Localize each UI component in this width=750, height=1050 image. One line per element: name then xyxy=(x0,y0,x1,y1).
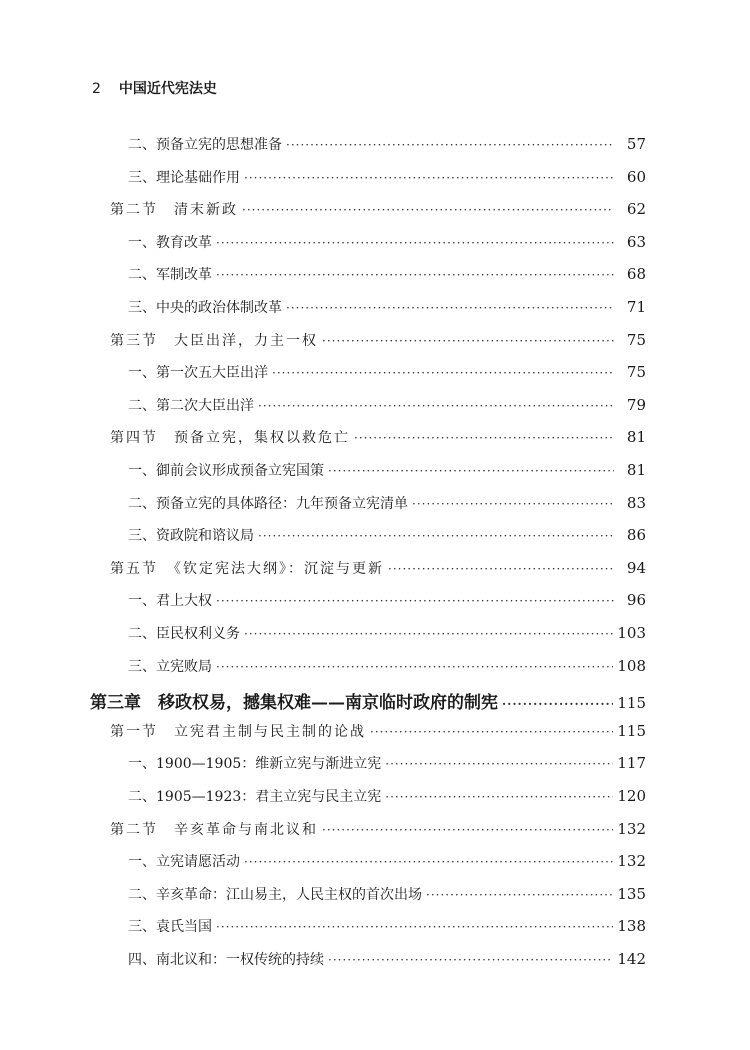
toc-entry-page-number: 142 xyxy=(617,950,646,968)
toc-entry-page-number: 75 xyxy=(626,363,646,381)
dot-leader xyxy=(216,268,614,282)
toc-entry-item xyxy=(128,264,646,286)
page-header xyxy=(92,78,217,98)
dot-leader xyxy=(328,464,614,478)
toc-entry-page-number: 68 xyxy=(626,265,646,283)
toc-entry-title: 三、袁氏当国 xyxy=(128,919,212,935)
dot-leader xyxy=(322,823,613,837)
toc-entry-page-number: 135 xyxy=(617,885,646,903)
toc-entry-item xyxy=(128,851,646,873)
page-number: 2 xyxy=(92,81,101,97)
toc-entry-item xyxy=(128,395,646,417)
toc-entry-page-number: 120 xyxy=(617,787,646,805)
toc-entry-title: 一、立宪请愿活动 xyxy=(128,854,240,870)
toc-entry-page-number: 81 xyxy=(626,461,646,479)
toc-entry-page-number: 63 xyxy=(626,233,646,251)
toc-entry-page-number: 108 xyxy=(617,657,646,675)
dot-leader xyxy=(370,725,613,739)
dot-leader xyxy=(216,660,613,674)
toc-entry-section xyxy=(110,330,646,352)
dot-leader xyxy=(286,138,614,152)
toc-entry-page-number: 138 xyxy=(617,917,646,935)
dot-leader xyxy=(385,790,613,804)
toc-entry-section xyxy=(110,427,646,449)
dot-leader xyxy=(502,697,613,711)
toc-entry-title: 三、资政院和谘议局 xyxy=(128,528,254,544)
dot-leader xyxy=(258,399,614,413)
toc-entry-item xyxy=(128,656,646,678)
toc-entry-chapter xyxy=(90,688,646,713)
toc-entry-page-number: 62 xyxy=(626,200,646,218)
toc-entry-page-number: 115 xyxy=(617,722,646,740)
toc-entry-section xyxy=(110,199,646,221)
toc-entry-item xyxy=(128,753,646,775)
toc-entry-title: 二、1905—1923：君主立宪与民主立宪 xyxy=(128,789,382,805)
toc-entry-title: 三、中央的政治体制改革 xyxy=(128,300,282,316)
toc-entry-title: 第四节 预备立宪，集权以救危亡 xyxy=(110,430,350,446)
book-title: 中国近代宪法史 xyxy=(118,81,217,97)
toc-entry-page-number: 103 xyxy=(617,624,646,642)
toc-entry-item xyxy=(128,949,646,971)
toc-entry-title: 二、预备立宪的思想准备 xyxy=(128,137,282,153)
toc-entry-page-number: 96 xyxy=(626,591,646,609)
toc-entry-item xyxy=(128,362,646,384)
toc-entry-item xyxy=(128,590,646,612)
dot-leader xyxy=(242,203,614,217)
dot-leader xyxy=(216,920,613,934)
toc-entry-item xyxy=(128,134,646,156)
toc-entry-page-number: 81 xyxy=(626,428,646,446)
toc-entry-title: 一、1900—1905：维新立宪与渐进立宪 xyxy=(128,756,382,772)
dot-leader xyxy=(328,953,613,967)
dot-leader xyxy=(426,888,613,902)
toc-entry-page-number: 94 xyxy=(626,559,646,577)
dot-leader xyxy=(385,757,613,771)
toc-entry-page-number: 79 xyxy=(626,396,646,414)
toc-entry-title: 第二节 辛亥革命与南北议和 xyxy=(110,822,318,838)
dot-leader xyxy=(272,366,614,380)
toc-entry-item xyxy=(128,493,646,515)
toc-entry-item xyxy=(128,916,646,938)
dot-leader xyxy=(412,497,614,511)
toc-entry-title: 二、军制改革 xyxy=(128,267,212,283)
toc-entry-title: 第二节 清末新政 xyxy=(110,202,238,218)
toc-entry-item xyxy=(128,297,646,319)
toc-entry-page-number: 115 xyxy=(617,694,646,712)
dot-leader xyxy=(258,529,614,543)
toc-entry-title: 第五节 《钦定宪法大纲》：沉淀与更新 xyxy=(110,561,384,577)
toc-entry-title: 第三章 移政权易，撼集权难——南京临时政府的制宪 xyxy=(90,693,498,713)
dot-leader xyxy=(322,334,614,348)
dot-leader xyxy=(388,562,614,576)
toc-entry-item xyxy=(128,786,646,808)
toc-entry-title: 一、教育改革 xyxy=(128,235,212,251)
toc-entry-title: 二、第二次大臣出洋 xyxy=(128,398,254,414)
dot-leader xyxy=(244,855,613,869)
dot-leader xyxy=(244,627,613,641)
toc-entry-page-number: 60 xyxy=(626,168,646,186)
toc-entry-title: 二、臣民权利义务 xyxy=(128,626,240,642)
toc-entry-item xyxy=(128,167,646,189)
toc-entry-title: 四、南北议和：一权传统的持续 xyxy=(128,952,324,968)
toc-entry-item xyxy=(128,623,646,645)
toc-entry-title: 一、御前会议形成预备立宪国策 xyxy=(128,463,324,479)
toc-entry-title: 第三节 大臣出洋，力主一权 xyxy=(110,333,318,349)
toc-entry-page-number: 57 xyxy=(626,135,646,153)
toc-entry-page-number: 75 xyxy=(626,331,646,349)
toc-entry-page-number: 83 xyxy=(626,494,646,512)
toc-entry-title: 三、理论基础作用 xyxy=(128,170,240,186)
toc-entry-title: 一、第一次五大臣出洋 xyxy=(128,365,268,381)
toc-entry-section xyxy=(110,558,646,580)
toc-entry-title: 一、君上大权 xyxy=(128,593,212,609)
toc-entry-item xyxy=(128,232,646,254)
toc-entry-page-number: 86 xyxy=(626,526,646,544)
toc-entry-title: 二、辛亥革命：江山易主，人民主权的首次出场 xyxy=(128,887,422,903)
toc-entry-section xyxy=(110,721,646,743)
toc-entry-page-number: 132 xyxy=(617,820,646,838)
dot-leader xyxy=(216,594,614,608)
toc-entry-title: 第一节 立宪君主制与民主制的论战 xyxy=(110,724,366,740)
toc-entry-page-number: 132 xyxy=(617,852,646,870)
toc-entry-page-number: 117 xyxy=(617,754,646,772)
toc-entry-section xyxy=(110,819,646,841)
dot-leader xyxy=(244,171,614,185)
toc-entry-item xyxy=(128,460,646,482)
dot-leader xyxy=(216,236,614,250)
toc-entry-item xyxy=(128,884,646,906)
toc-entry-item xyxy=(128,525,646,547)
toc-entry-page-number: 71 xyxy=(626,298,646,316)
toc-entry-title: 三、立宪败局 xyxy=(128,659,212,675)
dot-leader xyxy=(354,431,614,445)
dot-leader xyxy=(286,301,614,315)
toc-entry-title: 二、预备立宪的具体路径：九年预备立宪清单 xyxy=(128,496,408,512)
